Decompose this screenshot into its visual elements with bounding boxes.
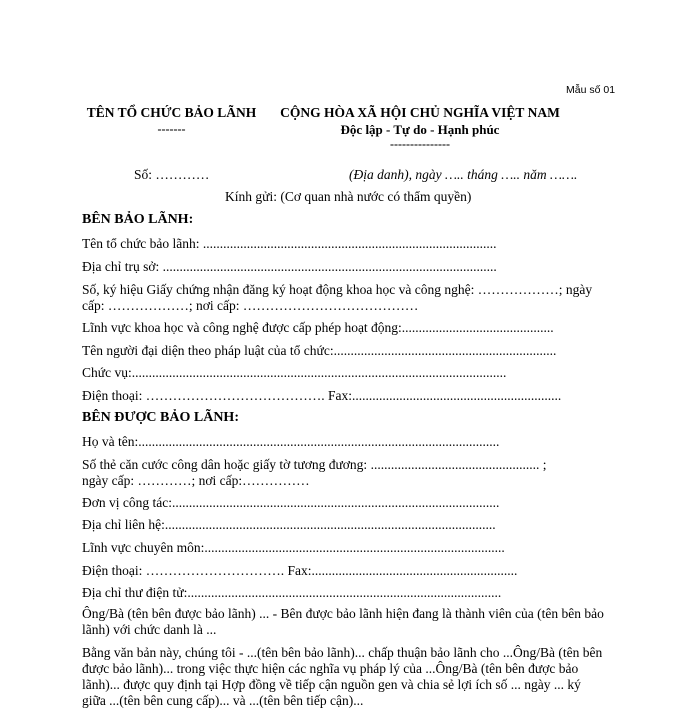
guarantor-field-of-activity: Lĩnh vực khoa học và công nghệ được cấp phép hoạt động:.............................................	[82, 320, 554, 335]
form-code: Mẫu số 01	[566, 84, 616, 96]
membership-paragraph: Ông/Bà (tên bên được bảo lãnh) ... - Bên được bảo lãnh hiện đang là thành viên của (tên bên bảo lãnh) với chức danh là ...	[82, 606, 604, 637]
guarantor-address-field: Địa chỉ trụ sở: ...................................................................................................	[82, 259, 497, 274]
national-title: CỘNG HÒA XÃ HỘI CHỦ NGHĨA VIỆT NAM	[280, 105, 560, 120]
guarantor-name-field: Tên tổ chức bảo lãnh: .......................................................................................	[82, 236, 497, 251]
guarantor-cert-field: Số, ký hiệu Giấy chứng nhận đăng ký hoạt động khoa học và công nghệ: ………………; ngày	[82, 282, 593, 297]
beneficiary-email-field: Địa chỉ thư điện tử:.............................................................................................	[82, 585, 502, 600]
guarantor-cert-date-field: cấp: ………………; nơi cấp: …………………………………	[82, 298, 419, 313]
beneficiary-workplace-field: Đơn vị công tác:.................................................................................................	[82, 495, 500, 510]
beneficiary-name-field: Họ và tên:...........................................................................................................	[82, 434, 500, 449]
guarantee-paragraph: Bằng văn bản này, chúng tôi - ...(tên bên bảo lãnh)... chấp thuận bảo lãnh cho ...Ông/Bà (tên bên được bảo lãnh)... trong việc thực hiện các nghĩa vụ pháp lý của ...Ông/Bà (tên bên được bảo lãnh)... được quy định tại Hợp đồng về tiếp cận nguồn gen và chia sẻ lợi ích số ... ngày ... ký giữa ...(tên bên cung cấp)... và ...(tên bên tiếp cận)...	[82, 645, 603, 708]
beneficiary-specialty-field: Lĩnh vực chuyên môn:.........................................................................................	[82, 540, 505, 555]
document-number: Số: …………	[134, 167, 210, 182]
beneficiary-heading: BÊN ĐƯỢC BẢO LÃNH:	[82, 410, 239, 425]
beneficiary-id-date-field: ngày cấp: …………; nơi cấp:……………	[82, 473, 310, 488]
org-name-dash: -------	[157, 122, 186, 136]
beneficiary-contact-field: Địa chỉ liên hệ:..................................................................................................	[82, 517, 496, 532]
recipient: Kính gửi: (Cơ quan nhà nước có thẩm quyền)	[225, 189, 472, 204]
beneficiary-id-field: Số thẻ căn cước công dân hoặc giấy tờ tương đương: .................................................. ;	[82, 457, 547, 472]
place-date: (Địa danh), ngày ….. tháng ….. năm …….	[349, 167, 578, 182]
guarantor-phone-fax-field: Điện thoại: …………………………………. Fax:..............................................................	[82, 388, 562, 403]
national-dash: ---------------	[390, 137, 450, 151]
beneficiary-phone-fax-field: Điện thoại: …………………………. Fax:.............................................................	[82, 563, 518, 578]
national-motto: Độc lập - Tự do - Hạnh phúc	[340, 122, 500, 137]
org-name-title: TÊN TỔ CHỨC BẢO LÃNH	[86, 105, 257, 120]
guarantor-representative-field: Tên người đại diện theo pháp luật của tổ chức:..................................................................	[82, 343, 557, 358]
guarantor-heading: BÊN BẢO LÃNH:	[82, 212, 194, 227]
guarantor-position-field: Chức vụ:...............................................................................................................	[82, 365, 507, 380]
